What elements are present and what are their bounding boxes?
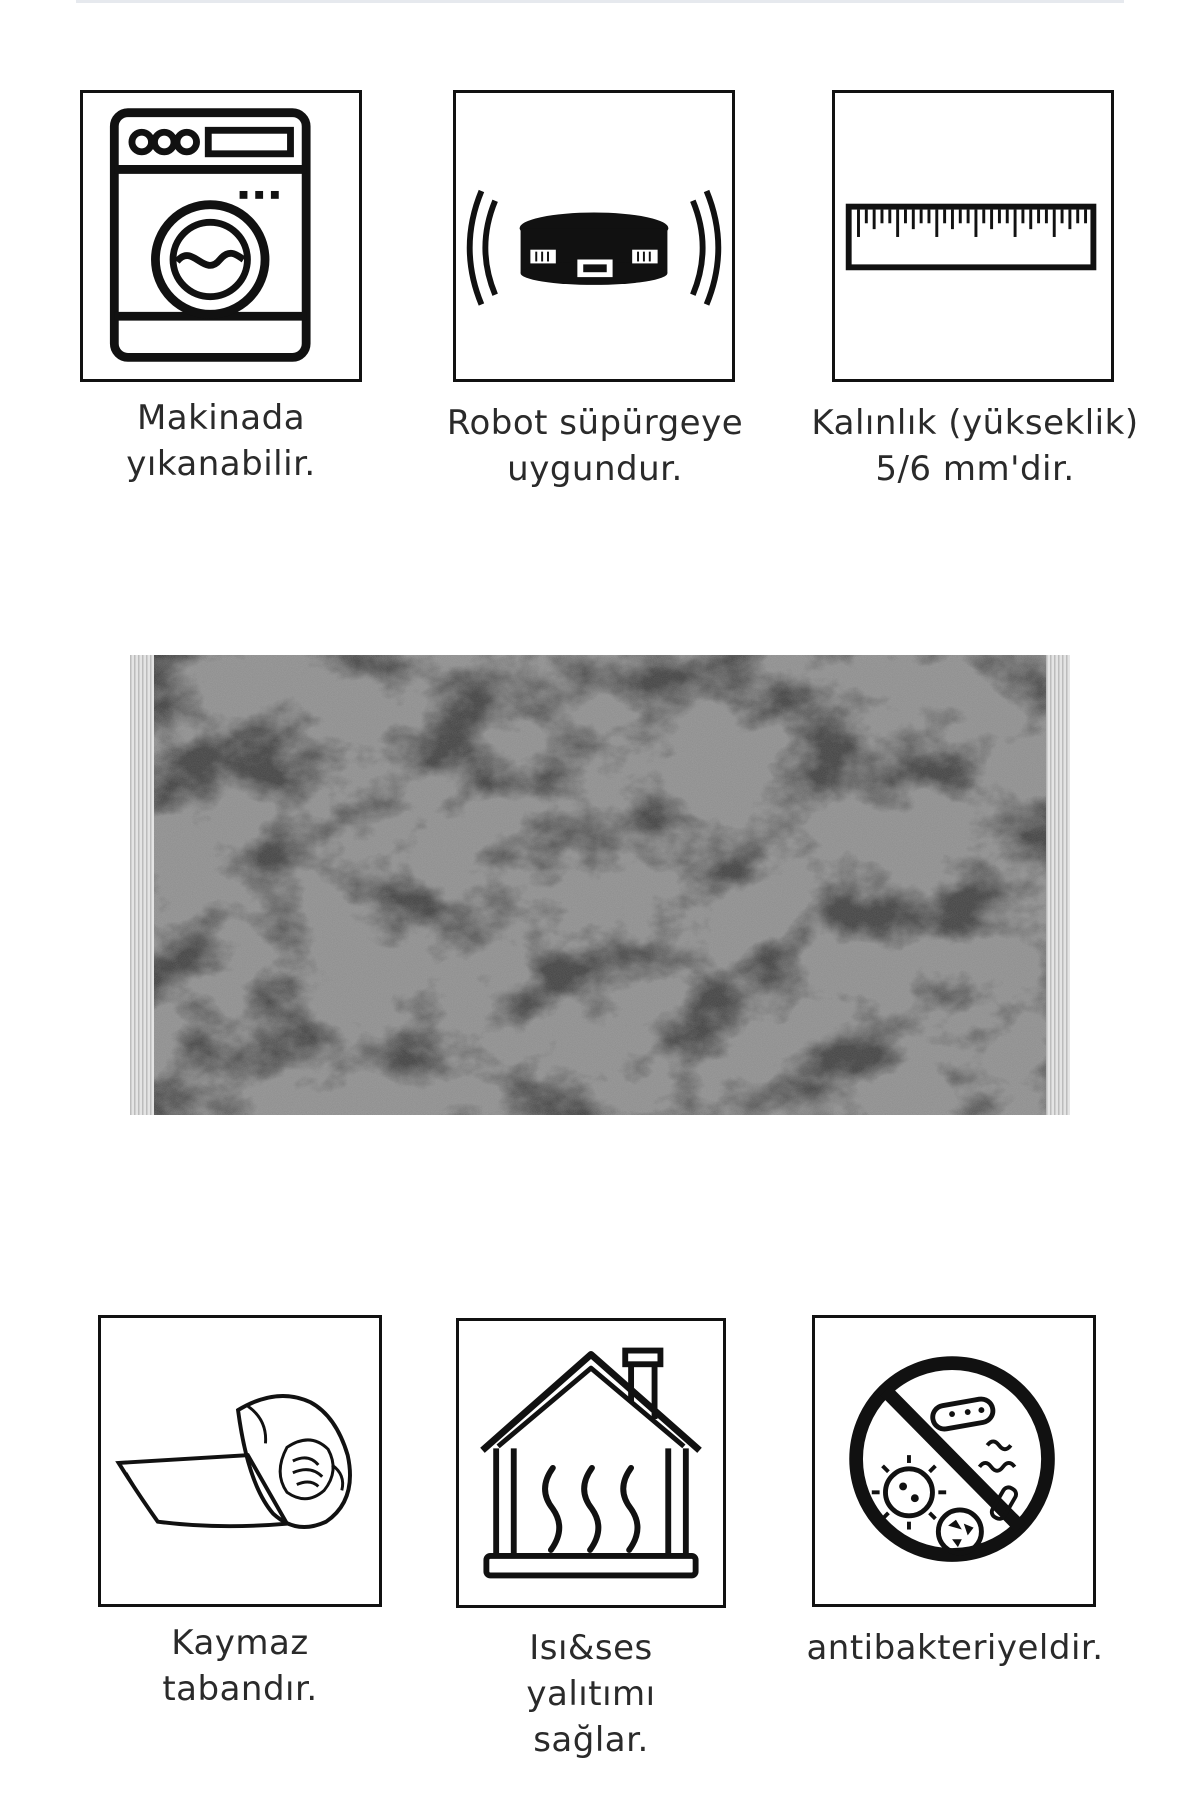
top-divider bbox=[76, 0, 1124, 3]
washing-machine-icon bbox=[83, 93, 359, 379]
feature-caption-antibacterial: antibakteriyeldir. bbox=[806, 1628, 1104, 1668]
rolled-rug-icon-box bbox=[98, 1315, 382, 1607]
antibacterial-icon bbox=[815, 1318, 1093, 1604]
robot-vacuum-icon-box bbox=[453, 90, 735, 382]
ruler-icon-box bbox=[832, 90, 1114, 382]
insulated-house-icon bbox=[459, 1321, 723, 1605]
feature-caption-thickness: Kalınlık (yükseklik) 5/6 mm'dir. bbox=[811, 403, 1139, 489]
feature-caption-robot: Robot süpürgeye uygundur. bbox=[446, 403, 744, 489]
antibacterial-icon-box bbox=[812, 1315, 1096, 1607]
washing-machine-icon-box bbox=[80, 90, 362, 382]
rolled-rug-icon bbox=[101, 1318, 379, 1604]
ruler-icon bbox=[835, 93, 1111, 379]
rug-image bbox=[130, 655, 1070, 1115]
feature-caption-nonslip: Kaymaz tabandır. bbox=[162, 1623, 318, 1709]
feature-caption-insulation: Isı&ses yalıtımı sağlar. bbox=[526, 1628, 656, 1760]
insulated-house-icon-box bbox=[456, 1318, 726, 1608]
robot-vacuum-icon bbox=[456, 93, 732, 379]
feature-caption-washable: Makinada yıkanabilir. bbox=[126, 398, 316, 484]
